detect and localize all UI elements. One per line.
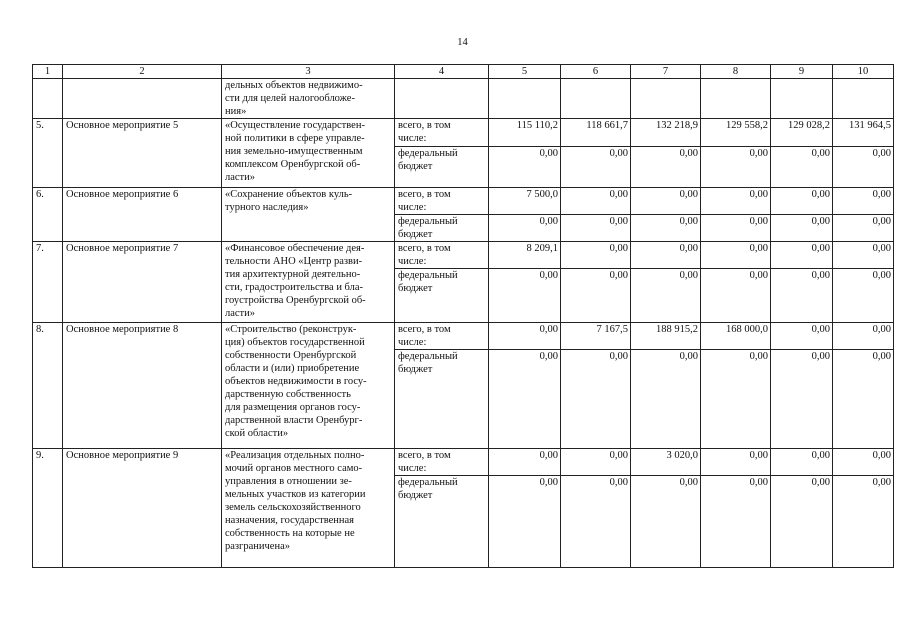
amount-col6: 0,00: [561, 188, 631, 215]
empty-cell: [701, 79, 771, 119]
amount-col6: 0,00: [561, 269, 631, 323]
column-header-9: 9: [771, 65, 833, 79]
amount-col9: 0,00: [771, 269, 833, 323]
funding-label-federal: федеральный бюджет: [395, 147, 489, 188]
column-header-row: [33, 65, 894, 79]
amount-col7: 0,00: [631, 215, 701, 242]
row-number: 7.: [33, 242, 63, 323]
empty-cell: [63, 79, 222, 119]
amount-col6: 0,00: [561, 147, 631, 188]
amount-col10: 0,00: [833, 269, 894, 323]
amount-col6: 118 661,7: [561, 119, 631, 147]
column-header-4: 4: [395, 65, 489, 79]
funding-label-total: всего, в том числе:: [395, 323, 489, 350]
amount-col9: 0,00: [771, 449, 833, 476]
amount-col7: 0,00: [631, 242, 701, 269]
amount-col6: 0,00: [561, 476, 631, 568]
amount-col8: 0,00: [701, 188, 771, 215]
amount-col9: 0,00: [771, 188, 833, 215]
measure-name: Основное мероприятие 9: [63, 449, 222, 568]
funding-label-total: всего, в том числе:: [395, 188, 489, 215]
empty-cell: [561, 79, 631, 119]
amount-col8: 0,00: [701, 215, 771, 242]
measure-description: «Реализация отдельных полно- мочий органов местного само- управления в отношении зе- мельных участков из категории земель сельскохозяйственного назначения, государственная собственность на которые не разграничена»: [222, 449, 395, 568]
amount-col8: 0,00: [701, 350, 771, 449]
table-row-total: [33, 119, 894, 147]
row-number: 5.: [33, 119, 63, 188]
column-header-2: 2: [63, 65, 222, 79]
amount-col8: 0,00: [701, 147, 771, 188]
amount-col10: 0,00: [833, 147, 894, 188]
amount-col5: 0,00: [489, 476, 561, 568]
amount-col6: 0,00: [561, 242, 631, 269]
funding-label-federal: федеральный бюджет: [395, 350, 489, 449]
funding-label-federal: федеральный бюджет: [395, 476, 489, 568]
amount-col5: 0,00: [489, 449, 561, 476]
amount-col10: 0,00: [833, 323, 894, 350]
column-header-1: 1: [33, 65, 63, 79]
amount-col5: 0,00: [489, 350, 561, 449]
funding-label-federal: федеральный бюджет: [395, 215, 489, 242]
amount-col6: 7 167,5: [561, 323, 631, 350]
amount-col9: 0,00: [771, 350, 833, 449]
funding-label-federal: федеральный бюджет: [395, 269, 489, 323]
amount-col6: 0,00: [561, 350, 631, 449]
amount-col5: 0,00: [489, 323, 561, 350]
amount-col6: 0,00: [561, 449, 631, 476]
amount-col10: 0,00: [833, 242, 894, 269]
column-header-8: 8: [701, 65, 771, 79]
measure-name: Основное мероприятие 8: [63, 323, 222, 449]
column-header-5: 5: [489, 65, 561, 79]
row-number: 9.: [33, 449, 63, 568]
amount-col8: 0,00: [701, 242, 771, 269]
amount-col7: 3 020,0: [631, 449, 701, 476]
amount-col9: 0,00: [771, 476, 833, 568]
amount-col9: 0,00: [771, 215, 833, 242]
column-header-7: 7: [631, 65, 701, 79]
measure-description: «Сохранение объектов куль- турного наследия»: [222, 188, 395, 242]
measure-description: «Строительство (реконструк- ция) объектов государственной собственности Оренбургской области и (или) приобретение объектов недвижимости в госу- дарственную собственность для размещения органов госу- дарственной власти Оренбург- ской области»: [222, 323, 395, 449]
row-number: 8.: [33, 323, 63, 449]
amount-col7: 0,00: [631, 269, 701, 323]
amount-col8: 0,00: [701, 449, 771, 476]
funding-label-total: всего, в том числе:: [395, 449, 489, 476]
amount-col9: 0,00: [771, 147, 833, 188]
amount-col7: 0,00: [631, 188, 701, 215]
amount-col8: 129 558,2: [701, 119, 771, 147]
amount-col5: 0,00: [489, 215, 561, 242]
amount-col9: 0,00: [771, 323, 833, 350]
column-header-6: 6: [561, 65, 631, 79]
amount-col8: 168 000,0: [701, 323, 771, 350]
table-row-total: [33, 449, 894, 476]
empty-cell: [771, 79, 833, 119]
amount-col5: 0,00: [489, 147, 561, 188]
amount-col5: 8 209,1: [489, 242, 561, 269]
funding-label-total: всего, в том числе:: [395, 242, 489, 269]
amount-col10: 0,00: [833, 476, 894, 568]
amount-col5: 115 110,2: [489, 119, 561, 147]
column-header-3: 3: [222, 65, 395, 79]
empty-cell: [631, 79, 701, 119]
row-number: 6.: [33, 188, 63, 242]
amount-col7: 132 218,9: [631, 119, 701, 147]
table-row-total: [33, 188, 894, 215]
table-row-continuation: [33, 79, 894, 119]
amount-col5: 0,00: [489, 269, 561, 323]
funding-label-total: всего, в том числе:: [395, 119, 489, 147]
measure-description: дельных объектов недвижимо- сти для целей налогообложе- ния»: [222, 79, 395, 119]
amount-col8: 0,00: [701, 269, 771, 323]
amount-col7: 0,00: [631, 147, 701, 188]
amount-col9: 129 028,2: [771, 119, 833, 147]
amount-col10: 0,00: [833, 449, 894, 476]
table-row-total: [33, 242, 894, 269]
amount-col10: 0,00: [833, 188, 894, 215]
empty-cell: [33, 79, 63, 119]
amount-col5: 7 500,0: [489, 188, 561, 215]
measure-description: «Осуществление государствен- ной политики в сфере управле- ния земельно-имущественным комплексом Оренбургской об- ласти»: [222, 119, 395, 188]
empty-cell: [489, 79, 561, 119]
budget-table: [32, 64, 894, 568]
amount-col6: 0,00: [561, 215, 631, 242]
amount-col8: 0,00: [701, 476, 771, 568]
measure-name: Основное мероприятие 6: [63, 188, 222, 242]
amount-col10: 0,00: [833, 350, 894, 449]
table-row-total: [33, 323, 894, 350]
measure-name: Основное мероприятие 5: [63, 119, 222, 188]
amount-col7: 0,00: [631, 350, 701, 449]
amount-col9: 0,00: [771, 242, 833, 269]
measure-name: Основное мероприятие 7: [63, 242, 222, 323]
empty-cell: [395, 79, 489, 119]
measure-description: «Финансовое обеспечение дея- тельности АНО «Центр разви- тия архитектурной деятельно- сти, градостроительства и бла- гоустройства Оренбургской об- ласти»: [222, 242, 395, 323]
amount-col10: 131 964,5: [833, 119, 894, 147]
amount-col7: 0,00: [631, 476, 701, 568]
amount-col10: 0,00: [833, 215, 894, 242]
amount-col7: 188 915,2: [631, 323, 701, 350]
page-number: 14: [457, 37, 468, 48]
column-header-10: 10: [833, 65, 894, 79]
empty-cell: [833, 79, 894, 119]
